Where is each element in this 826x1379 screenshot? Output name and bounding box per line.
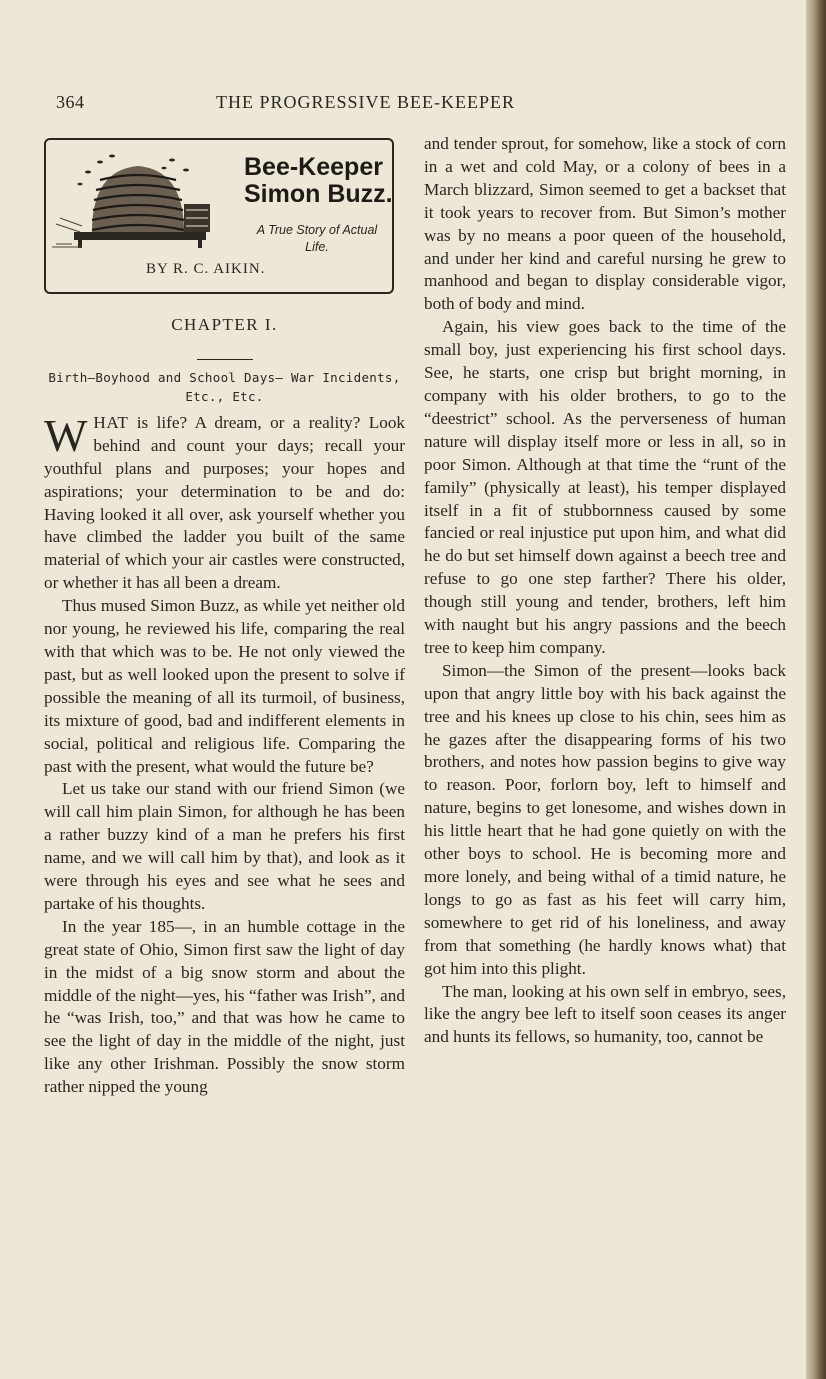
beehive-illustration [52, 148, 212, 248]
paragraph: Simon—the Simon of the present—looks back upon that angry little boy with his back against the tree and his knees up close to his chin, sees him as he gazes after the disappearing forms of his two brothers, and notes how passion begins to give way to reason. Poor, forlorn boy, left to himself and nature, begins to get lonesome, and wishes down in his little heart that he had gone quietly on with the other boys to school. He is becoming more and more lonely, and being withal of a timid nature, he longs to go as fast as his feet will carry him, somewhere to get rid of his loneliness, and away from that something (he hardly knows what) that got him into this plight. [424, 660, 786, 978]
journal-title: THE PROGRESSIVE BEE-KEEPER [216, 92, 516, 112]
first-word-rest: HAT [93, 412, 129, 432]
paragraph: and tender sprout, for somehow, like a stock of corn in a wet and cold May, or a colony of bees in a March blizzard, Simon seemed to get a backset that it took years to recover from. But Simon’s mother was by no means a poor queen of the household, and under her kind and careful nursing he grew to manhood and began to display considerable vigor, both of body and mind. [424, 134, 786, 314]
drop-cap: W [44, 409, 88, 461]
opening-paragraph [44, 409, 406, 595]
chapter-subheads: Birth—Boyhood and School Days— War Incidents, Etc., Etc. [48, 369, 401, 404]
chapter-heading: CHAPTER I. [171, 315, 278, 334]
paragraph: Thus mused Simon Buzz, as while yet neither old nor young, he reviewed his life, comparing the real with that which was to be. He not only viewed the past, but as well looked upon the present to solve if possible the meaning of all its turmoil, of business, its mixture of good, bad and indifferent elements in social, political and religious life. Comparing the past with the present, what would the future be? [44, 596, 405, 776]
story-header [40, 132, 400, 300]
paragraph: The man, looking at his own self in embryo, sees, like the angry bee left to itself soon ceases its anger and hunts its fellows, so humanity, too, cannot be [424, 981, 786, 1047]
story-title [244, 154, 394, 208]
paragraph: In the year 185—, in an humble cottage in the great state of Ohio, Simon first saw the light of day in the midst of a big snow storm and about the middle of the night—yes, his “father was Irish”, and he “was Irish, too,” and that was how he came to see the light of day in the middle of the night, just like any other Irishman. Possibly the snow storm rather nipped the young [44, 916, 405, 1097]
chapter-rule [197, 359, 253, 360]
story-title-line1: Bee-Keeper [244, 153, 383, 181]
paragraph: Again, his view goes back to the time of the small boy, just experiencing his first school days. See, he starts, one crisp but bright morning, in company with his older brothers, to go to the “deestrict” school. As the perverseness of human nature will display itself more or less in all, so in poor Simon. Although at that time the “runt of the family” (physically at least), his temper displayed itself in a fit of stubbornness caused by some fancied or real injustice put upon him, and what did he do but set himself down against a beech tree and refuse to go one step farther? There his older, though still young and tender, brothers, left him with naught but his angry passions and the beech tree to keep him company. [424, 317, 786, 657]
paragraph: Let us take our stand with our friend Simon (we will call him plain Simon, for although he has been a rather buzzy kind of a man he prefers his first name, and we will call him by that), and look as it were through his eyes and see what he sees and partake of his thoughts. [44, 779, 405, 913]
page-number: 364 [56, 92, 85, 112]
story-author: BY R. C. AIKIN. [146, 261, 266, 277]
story-subtitle: A True Story of Actual Life. [256, 223, 378, 254]
paragraph-text: is life? A dream, or a reality? Look behind and count your days; recall your youthful plans and purposes; your hopes and aspirations; your determination to be and do: Having looked it all over, ask yourself whether you have climbed the ladder you built of the same material of which your air castles were constructed, or whether it has all been a dream. [44, 412, 406, 593]
left-column [44, 132, 405, 1099]
page-spine-edge [806, 0, 826, 1379]
story-title-line2: Simon Buzz. [244, 180, 393, 208]
right-column [424, 133, 786, 1049]
